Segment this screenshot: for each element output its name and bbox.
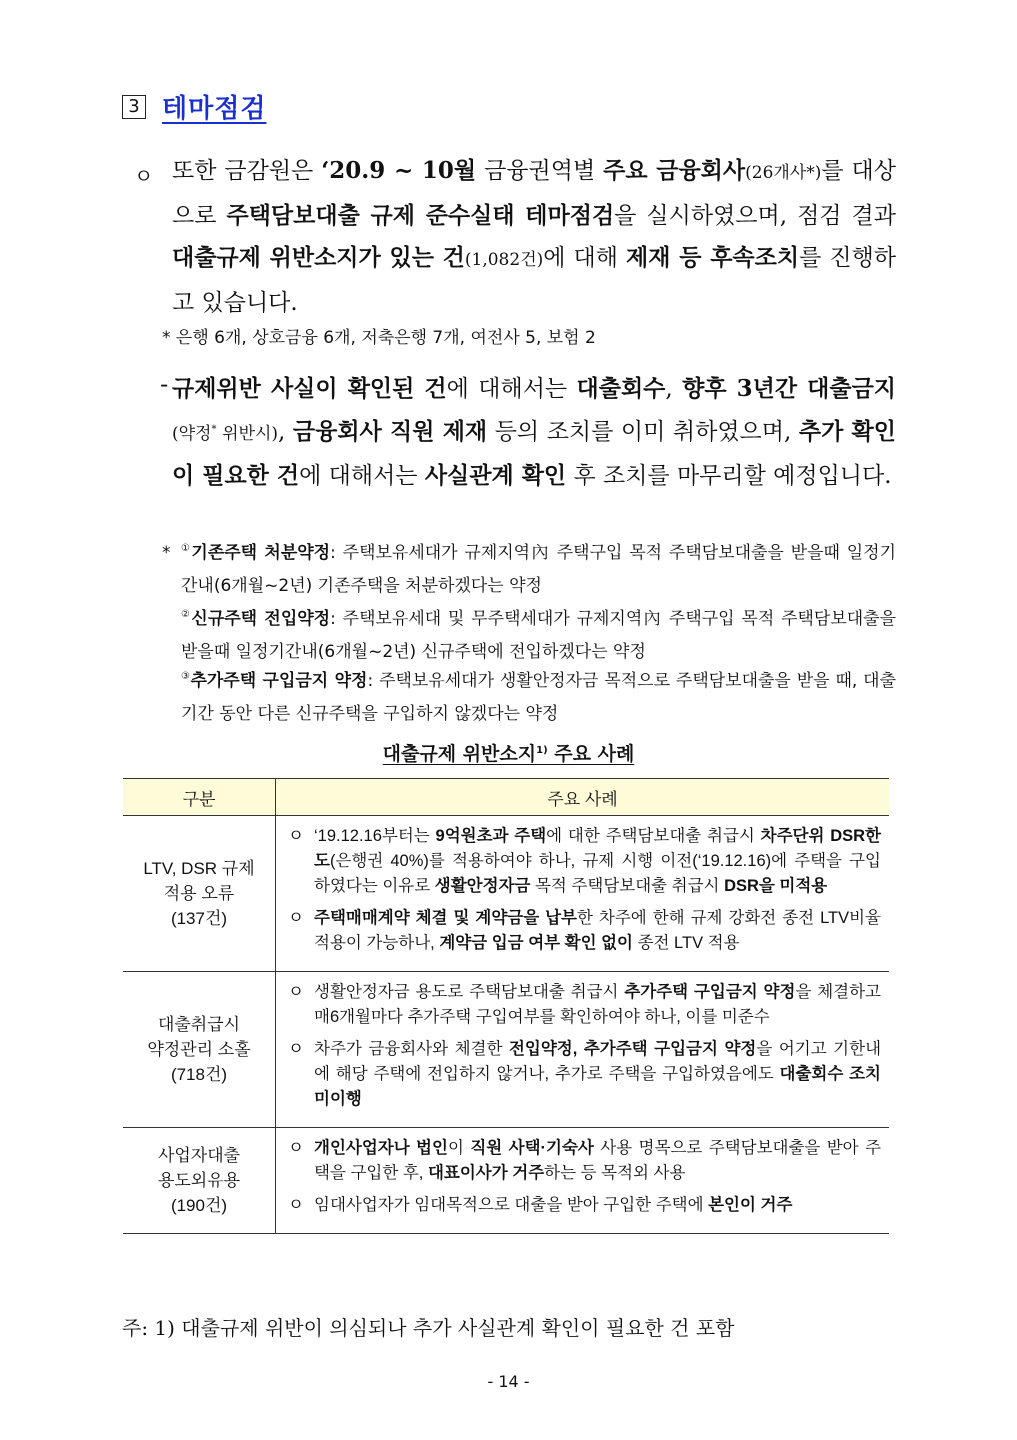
case-text [314, 906, 881, 956]
case-text-emphasis: 직원 사택·기숙사 [470, 1139, 594, 1157]
footnote-1: ①기존주택 처분약정: 주택보유세대가 규제지역內 주택구입 목적 주택담보대출을 받을때 일정기간내(6개월~2년) 기존주택을 처분하겠다는 약정 [181, 543, 897, 596]
case-bullet: ㅇ [288, 1139, 304, 1157]
case-text [314, 824, 881, 899]
violation-cases-table [123, 778, 889, 1234]
case-text-plain: ‘19.12.16부터는 [314, 827, 436, 845]
page-number: - 14 - [487, 1372, 530, 1391]
case-text-plain: (은행권 40%)를 적용하여야 하나, 규제 시행 이전(‘19.12.16)에 주택을 구입 하였다는 이유로 [314, 852, 881, 895]
footnote-3: ③추가주택 구입금지 약정: 주택보유세대가 생활안정자금 목적으로 주택담보대출을 받을 때, 대출기간 동안 다른 신규주택을 구입하지 않겠다는 약정 [181, 671, 896, 724]
row-category [123, 1128, 276, 1234]
category-count: (190건) [170, 1196, 228, 1215]
case-text-emphasis: 본인이 거주 [708, 1196, 793, 1214]
case-item [288, 1136, 881, 1186]
category-cat2: 용도외유용 [157, 1171, 241, 1190]
table-row [123, 816, 889, 972]
case-item [288, 1193, 881, 1218]
row-cases [276, 816, 890, 972]
category-cat1: LTV, DSR 규제 [143, 859, 255, 878]
case-text-plain: 한 차주에 한해 규제 강화전 종전 LTV비율 적용이 가능하나, [314, 909, 881, 952]
paragraph-dash: - [160, 372, 169, 398]
case-bullet: ㅇ [288, 827, 304, 845]
header-category: 구분 [123, 779, 276, 816]
category-cat2: 약정관리 소홀 [147, 1040, 251, 1059]
case-item [288, 980, 881, 1030]
case-text-emphasis: 대표이사가 거주 [427, 1164, 545, 1182]
case-text-emphasis: 추가주택 구입금지 약정 [624, 983, 796, 1001]
case-text-emphasis: 생활안정자금 [434, 877, 531, 895]
case-text-emphasis: 9억원초과 주택 [435, 827, 547, 845]
case-text [314, 1136, 881, 1186]
row-cases [276, 972, 890, 1128]
case-text-plain: 사용 명목으로 주택담보대출을 받아 주택을 구입한 후, [314, 1139, 881, 1182]
case-text-plain: 임대사업자가 임대목적으로 대출을 받아 구입한 주택에 [314, 1196, 709, 1214]
case-text [314, 1193, 881, 1218]
case-text-emphasis: 차주단위 DSR한도 [314, 827, 881, 870]
case-item [288, 1037, 881, 1112]
category-cat2: 적용 오류 [163, 884, 235, 903]
paragraph-inspection: 또한 금감원은 ‘20.9 ~ 10월 금융권역별 주요 금융회사(26개사*)를 대상으로 주택담보대출 규제 준수실태 테마점검을 실시하였으며, 점검 결과 대출규제 위반소지가 있는 건(1,082건)에 대해 제재 등 후속조치를 진행하고 있습니다. [172, 157, 897, 316]
footnote-2: ②신규주택 전입약정: 주택보유세대 및 무주택세대가 규제지역內 주택구입 목적 주택담보대출을 받을때 일정기간내(6개월~2년) 신규주택에 전입하겠다는 약정 [181, 609, 897, 662]
case-text-plain: 이 [447, 1139, 471, 1157]
category-cat1: 사업자대출 [157, 1146, 241, 1165]
case-bullet: ㅇ [288, 983, 304, 1001]
case-bullet: ㅇ [288, 909, 304, 927]
case-item [288, 906, 881, 956]
case-text-plain: 목적 주택담보대출 취급시 [530, 877, 725, 895]
case-bullet: ㅇ [288, 1040, 304, 1058]
header-cases: 주요 사례 [276, 779, 890, 816]
case-text-plain: 에 대한 주택담보대출 취급시 [546, 827, 761, 845]
table-title: 대출규제 위반소지$^{1)}$ 주요 사례 [382, 743, 635, 765]
case-text-emphasis: 주택매매계약 체결 및 계약금을 납부 [314, 909, 577, 927]
paragraph-measures: 규제위반 사실이 확인된 건에 대해서는 대출회수, 향후 3년간 대출금지(약정* 위반시), 금융회사 직원 제재 등의 조치를 이미 취하였으며, 추가 확인이 필요한 건에 대해서는 사실관계 확인 후 조치를 마무리할 예정입니다. [172, 375, 897, 489]
category-cat1: 대출취급시 [157, 1015, 241, 1034]
case-text-plain: 차주가 금융회사와 체결한 [314, 1040, 509, 1058]
row-cases [276, 1128, 890, 1234]
category-count: (718건) [170, 1065, 228, 1084]
table-row [123, 972, 889, 1128]
section-heading [122, 88, 266, 125]
case-text-plain: 을 체결하고 매6개월마다 추가주택 구입여부를 확인하여야 하나, 이를 미준수 [314, 983, 881, 1026]
case-item [288, 824, 881, 899]
case-text-emphasis: 전입약정, 추가주택 구입금지 약정 [508, 1040, 757, 1058]
table-footnote: 주: 1) 대출규제 위반이 의심되나 추가 사실관계 확인이 필요한 건 포함 [122, 1316, 735, 1340]
paragraph-bullet: ㅇ [134, 164, 154, 188]
case-text-plain: 하는 등 목적외 사용 [544, 1164, 686, 1182]
case-text-emphasis: DSR을 미적용 [724, 877, 828, 895]
case-bullet: ㅇ [288, 1196, 304, 1214]
section-title: 테마점검 [162, 94, 267, 124]
case-text-emphasis: 대출회수 조치 미이행 [314, 1065, 881, 1108]
note-institutions: * 은행 6개, 상호금융 6개, 저축은행 7개, 여전사 5, 보험 2 [162, 328, 596, 348]
footnote-star: * [162, 543, 171, 563]
case-text-plain: 종전 LTV 적용 [633, 934, 740, 952]
section-number-box: 3 [122, 95, 146, 119]
case-text-plain: 생활안정자금 용도로 주택담보대출 취급시 [314, 983, 625, 1001]
case-text-emphasis: 계약금 입금 여부 확인 없이 [439, 934, 633, 952]
case-text [314, 980, 881, 1030]
table-row [123, 1128, 889, 1234]
case-text-emphasis: 개인사업자나 법인 [314, 1139, 448, 1157]
row-category [123, 816, 276, 972]
table-header-row [123, 779, 889, 816]
row-category [123, 972, 276, 1128]
case-text-plain: 을 어기고 기한내에 해당 주택에 전입하지 않거나, 추가로 주택을 구입하였음에도 [314, 1040, 882, 1083]
case-text [314, 1037, 881, 1112]
category-count: (137건) [170, 909, 228, 928]
